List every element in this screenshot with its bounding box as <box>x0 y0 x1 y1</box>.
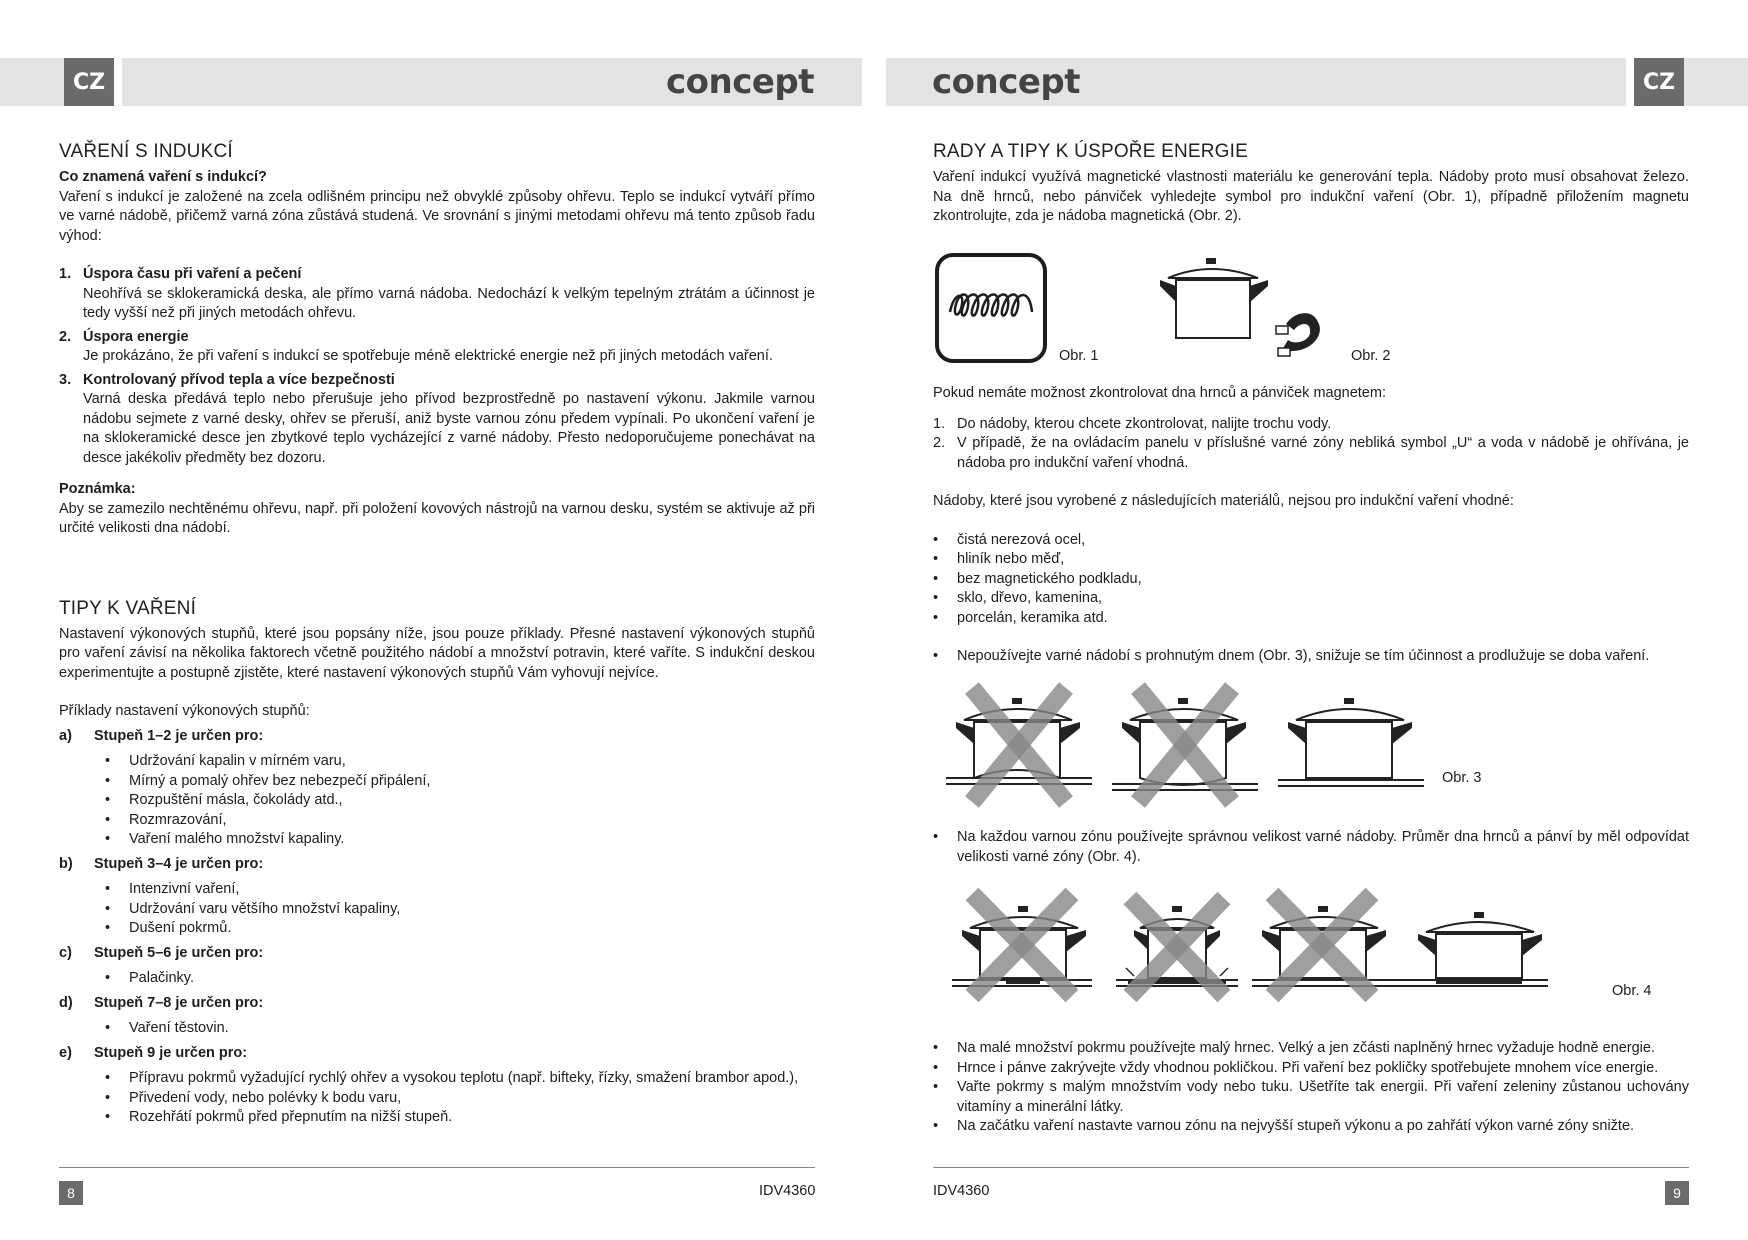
induction-symbol-icon <box>934 252 1050 364</box>
list-item: • Mírný a pomalý ohřev bez nebezpečí připálení, <box>105 772 815 792</box>
note-text: Aby se zamezilo nechtěnému ohřevu, např. při položení kovových nástrojů na varnou desku, systém se aktivuje až při určité velikosti dna nádobí. <box>59 500 815 536</box>
list-item: • Vaření těstovin. <box>105 1019 815 1039</box>
paragraph: Nastavení výkonových stupňů, které jsou popsány níže, jsou pouze příklady. Přesné nastavení výkonových stupňů pro vaření závisí na několika faktorech včetně použitého nádobí a množství potravin, které vaříte. S indukční deskou experimentujte a postupně zjistěte, které nastavení výkonových stupňů Vám vyhovují nejvíce. <box>59 625 815 681</box>
list-item: 2. V případě, že na ovládacím panelu v příslušné varné zóny nebliká symbol „U“ a voda v nádobě je ohřívána, je nádoba pro indukční vaření vhodná. <box>933 435 1689 471</box>
list-item: • Přivedení vody, nebo polévky k bodu varu, <box>105 1089 815 1109</box>
paragraph: Pokud nemáte možnost zkontrolovat dna hrnců a pánviček magnetem: <box>933 385 1386 401</box>
figure-label: Obr. 1 <box>1059 348 1099 364</box>
list-item: • Nepoužívejte varné nádobí s prohnutým dnem (Obr. 3), snižuje se tím účinnost a prodlužuje se doba vaření. <box>933 647 1689 667</box>
list-item: 2. Úspora energie Je prokázáno, že při vaření s indukcí se spotřebuje méně elektrické energie než při jiných metodách vaření. <box>59 328 773 364</box>
pot-wrong <box>952 894 1092 996</box>
header-divider <box>1626 58 1634 106</box>
footer-rule <box>933 1167 1689 1168</box>
list-item: 3. Kontrolovaný přívod tepla a více bezpečnosti Varná deska předává teplo nebo přerušuje jeho přívod bezprostředně po nastavení výkonu. Jakmile varnou nádobu sejmete z varné desky, ohřev se přeruší, aniž byste varnou zónu předem vypínali. Po ukončení vaření je na sklokeramické desce jen zbytkové teplo vycházející z varné nádoby. Přesto nedoporučujeme ponechávat na desce jakékoliv předměty bez dozoru. <box>59 371 815 466</box>
materials-list <box>933 531 1689 629</box>
language-badge-left: CZ <box>64 58 114 106</box>
advantages-list <box>59 265 815 468</box>
list-item: • Na malé množství pokrmu používejte malý hrnec. Velký a jen zčásti naplněný hrnec vyžaduje hodně energie. <box>933 1039 1689 1059</box>
list-item: • čistá nerezová ocel, <box>933 531 1689 551</box>
pot-wrong <box>946 688 1092 802</box>
left-page <box>59 140 815 1130</box>
level-heading: d) Stupeň 7–8 je určen pro: <box>59 994 264 1011</box>
curved-bottom-pots-illustration <box>944 680 1436 808</box>
pot-correct <box>1404 912 1548 986</box>
level-items <box>105 969 815 989</box>
pot-wrong <box>1116 898 1238 996</box>
section-title: TIPY K VAŘENÍ <box>59 597 197 619</box>
note-title: Poznámka: <box>59 481 136 497</box>
right-page-size-tip <box>933 828 1689 867</box>
brand-logo-right: concept <box>932 62 1081 102</box>
examples-title: Příklady nastavení výkonových stupňů: <box>59 703 310 719</box>
language-badge-right: CZ <box>1634 58 1684 106</box>
list-item: • Udržování kapalin v mírném varu, <box>105 752 815 772</box>
list-item: • Rozehřátí pokrmů před přepnutím na nižší stupeň. <box>105 1108 815 1128</box>
level-heading: e) Stupeň 9 je určen pro: <box>59 1044 248 1061</box>
list-item: 1. Do nádoby, kterou chcete zkontrolovat, nalijte trochu vody. <box>933 415 1332 432</box>
level-heading: b) Stupeň 3–4 je určen pro: <box>59 855 264 872</box>
level-heading: a) Stupeň 1–2 je určen pro: <box>59 727 264 744</box>
list-item: • Vařte pokrmy s malým množstvím vody nebo tuku. Ušetříte tak energii. Při vaření zeleniny zůstanou uchovány vitamíny a minerální látky. <box>933 1078 1689 1117</box>
list-item: • sklo, dřevo, kamenina, <box>933 589 1689 609</box>
pot-with-magnet-illustration <box>1158 256 1328 368</box>
level-heading: c) Stupeň 5–6 je určen pro: <box>59 944 264 961</box>
brand-logo-left: concept <box>666 62 815 102</box>
footer-rule <box>59 1167 815 1168</box>
header-divider <box>114 58 122 106</box>
list-item: • Palačinky. <box>105 969 815 989</box>
page-number: 9 <box>1665 1181 1689 1205</box>
list-item: • Na každou varnou zónu používejte správnou velikost varné nádoby. Průměr dna hrnců a pánví by měl odpovídat velikosti varné zóny (Obr. 4). <box>933 828 1689 867</box>
check-steps-list <box>933 415 1689 474</box>
model-number: IDV4360 <box>759 1183 816 1199</box>
list-item: • Udržování varu většího množství kapaliny, <box>105 900 815 920</box>
paragraph: Vaření s indukcí je založené na zcela odlišném principu než obvyklé způsoby ohřevu. Teplo se indukcí vytváří přímo ve varné nádobě, přičemž varná zóna zůstává studená. Ve srovnání s jinými metodami ohřevu má tento způsob řadu výhod: <box>59 188 815 244</box>
list-item: • Rozpuštění másla, čokolády atd., <box>105 791 815 811</box>
paragraph: Vaření indukcí využívá magnetické vlastnosti materiálu ke generování tepla. Nádoby proto musí obsahovat železo. Na dně hrnců, nebo pánviček vyhledejte symbol pro indukční vaření (Obr. 1), případně přiložením magnetu zkontrolujte, zda je nádoba magnetická (Obr. 2). <box>933 169 1689 224</box>
paragraph: Nádoby, které jsou vyrobené z následujících materiálů, nejsou pro indukční vaření vhodné: <box>933 493 1514 509</box>
level-items <box>105 1069 815 1128</box>
list-item: • Přípravu pokrmů vyžadující rychlý ohřev a vysokou teplotu (např. bifteky, řízky, smažení brambor apod.), <box>105 1069 815 1089</box>
list-item: • hliník nebo měď, <box>933 550 1689 570</box>
figure-label: Obr. 4 <box>1612 983 1652 999</box>
figure-label: Obr. 3 <box>1442 770 1482 786</box>
model-number: IDV4360 <box>933 1183 990 1199</box>
list-item: • Vaření malého množství kapaliny. <box>105 830 815 850</box>
level-items <box>105 1019 815 1039</box>
tip-list <box>933 828 1689 867</box>
list-item: • bez magnetického podkladu, <box>933 570 1689 590</box>
tip-list <box>933 647 1689 667</box>
question-title: Co znamená vaření s indukcí? <box>59 169 267 185</box>
right-page <box>933 140 1689 227</box>
figure-label: Obr. 2 <box>1351 348 1391 364</box>
level-items <box>105 752 815 850</box>
list-item: 1. Úspora času při vaření a pečení Neohřívá se sklokeramická deska, ale přímo varná nádoba. Nedochází k velkým tepelným ztrátám a účinnost je tedy vyšší než při jiných metodách ohřevu. <box>59 266 815 321</box>
list-item: • Intenzivní vaření, <box>105 880 815 900</box>
right-page-final-tips <box>933 1039 1689 1137</box>
list-item: • Rozmrazování, <box>105 811 815 831</box>
list-item: • Hrnce i pánve zakrývejte vždy vhodnou pokličkou. Při vaření bez pokličky spotřebujete mnohem více energie. <box>933 1059 1689 1079</box>
pot-wrong <box>1252 894 1428 996</box>
energy-tips-list <box>933 1039 1689 1137</box>
pot-wrong <box>1112 688 1258 802</box>
section-title: VAŘENÍ S INDUKCÍ <box>59 141 233 162</box>
pot-size-illustration <box>948 884 1588 1004</box>
right-page-continued <box>933 384 1689 667</box>
list-item: • Na začátku vaření nastavte varnou zónu na nejvyšší stupeň výkonu a po zahřátí výkon varné zóny snižte. <box>933 1117 1689 1137</box>
level-items <box>105 880 815 939</box>
list-item: • Dušení pokrmů. <box>105 919 815 939</box>
page-number: 8 <box>59 1181 83 1205</box>
list-item: • porcelán, keramika atd. <box>933 609 1689 629</box>
pot-correct <box>1278 698 1424 786</box>
section-title: RADY A TIPY K ÚSPOŘE ENERGIE <box>933 141 1248 162</box>
